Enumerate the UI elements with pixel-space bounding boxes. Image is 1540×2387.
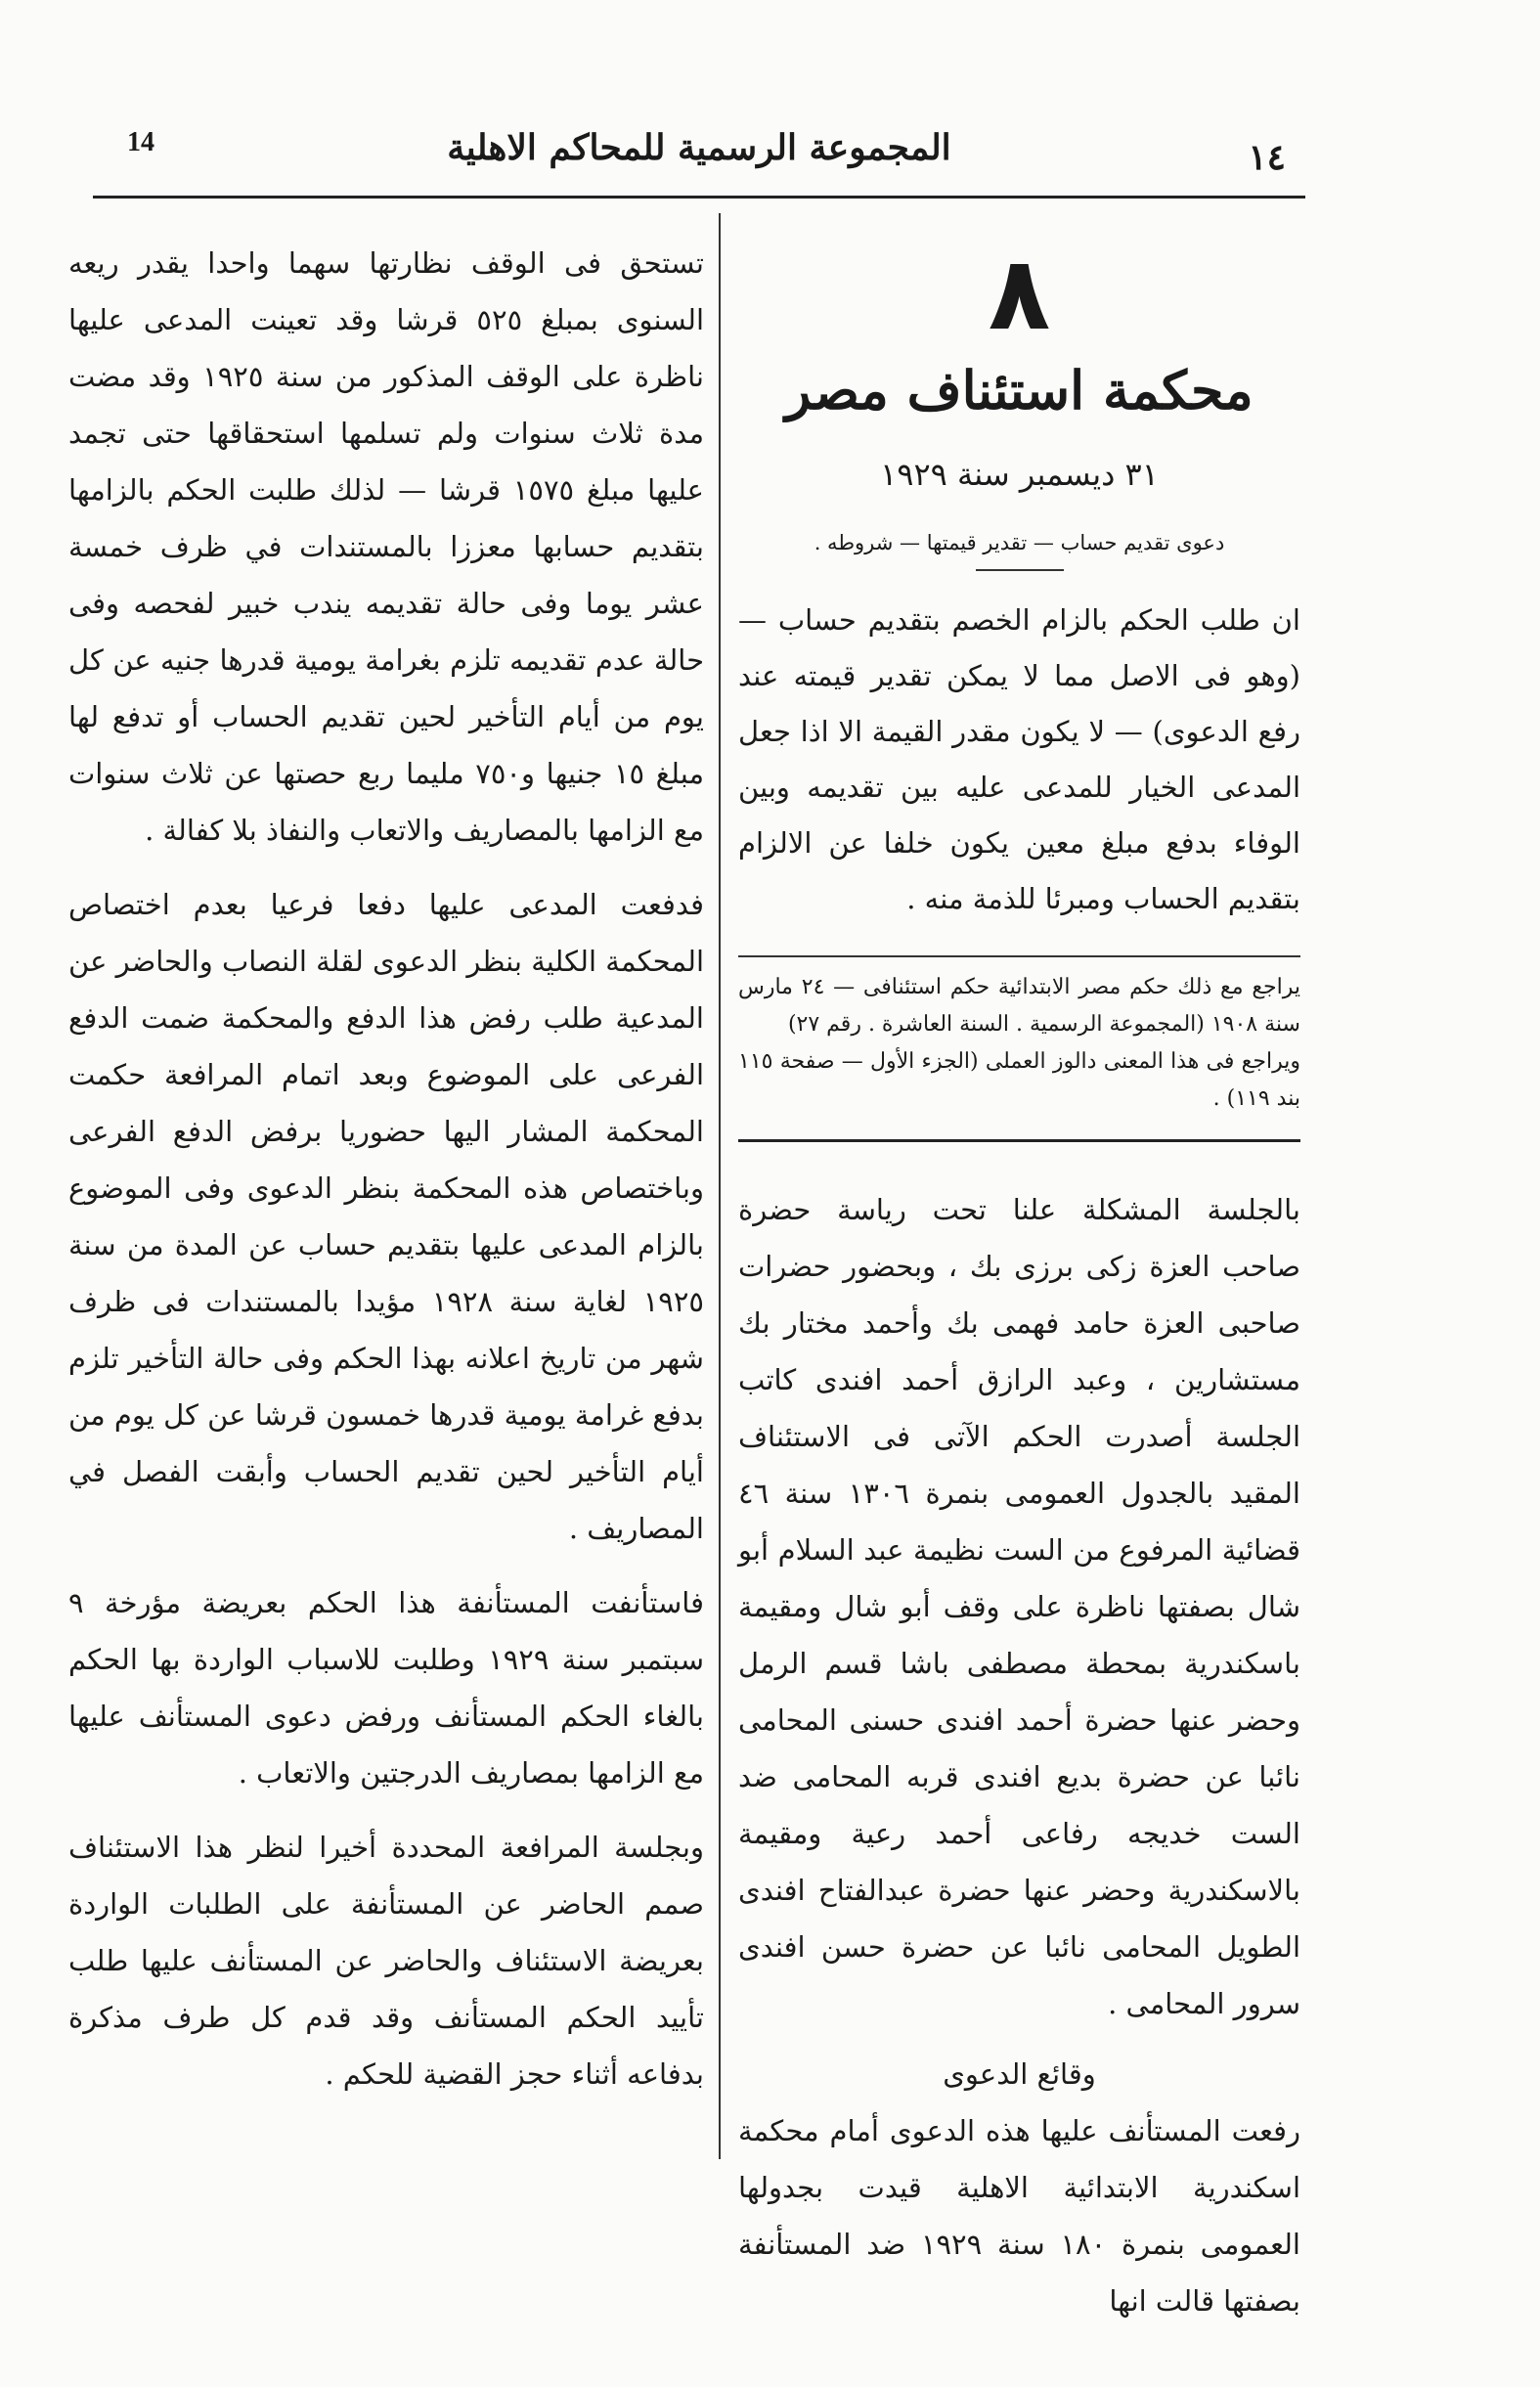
references: [738, 969, 1300, 1118]
facts-heading: وقائع الدعوى: [943, 2057, 1096, 2091]
body-paragraph: فاستأنفت المستأنفة هذا الحكم بعريضة مؤرخة ٩ سبتمبر سنة ١٩٢٩ وطلبت للاسباب الواردة بها الحكم بالغاء الحكم المستأنف ورفض دعوى المستأنف عليها مع الزامها بمصاريف الدرجتين والاتعاب .: [68, 1586, 705, 1790]
body-paragraph: تستحق فى الوقف نظارتها سهما واحدا يقدر ريعه السنوى بمبلغ ٥٢٥ قرشا وقد تعينت المدعى عليها ناظرة على الوقف المذكور من سنة ١٩٢٥ وقد مضت مدة ثلاث سنوات ولم تسلمها استحقاقها حتى تجمد عليها مبلغ ١٥٧٥ قرشا — لذلك طلبت الحكم بالزامها بتقديم حسابها معززا بالمستندات في ظرف خمسة عشر يوما وفى حالة تقديمه يندب خبير لفحصه وفى حالة عدم تقديمه تلزم بغرامة يومية قدرها جنيه عن كل يوم من أيام التأخير لحين تقديم الحساب أو تدفع لها مبلغ ١٥ جنيها و٧٥٠ مليما ربع حصتها عن ثلاث سنوات مع الزامها بالمصاريف والاتعاب والنفاذ بلا كفالة .: [68, 246, 704, 847]
bench-paragraph: بالجلسة المشكلة علنا تحت رياسة حضرة صاحب العزة زكى برزى بك ، وبحضور حضرات صاحبى العزة حامد فهمى بك وأحمد مختار بك مستشارين ، وعبد الرازق أحمد افندى كاتب الجلسة أصدرت الحكم الآتى فى الاستئناف المقيد بالجدول العمومى بنمرة ١٣٠٦ سنة ٤٦ قضائية المرفوع من الست نظيمة عبد السلام أبو شال بصفتها ناظرة على وقف أبو شال ومقيمة باسكندرية بمحطة مصطفى باشا قسم الرمل وحضر عنها حضرة أحمد افندى حسنى المحامى نائبا عن حضرة بديع افندى قربه المحامى ضد الست خديجه رفاعى أحمد رعية ومقيمة بالاسكندرية وحضر عنها حضرة عبدالفتاح افندى الطويل المحامى نائبا عن حضرة حسن افندى سرور المحامى .: [738, 1193, 1300, 2020]
facts-paragraph: رفعت المستأنف عليها هذه الدعوى أمام محكمة اسكندرية الابتدائية الاهلية قيدت بجدولها العمومى بنمرة ١٨٠ سنة ١٩٢٩ ضد المستأنفة بصفتها قالت انها: [738, 2114, 1300, 2318]
column-divider: [719, 213, 721, 2159]
section-rule-thick: [738, 1139, 1300, 1142]
body-paragraph: وبجلسة المرافعة المحددة أخيرا لنظر هذا الاستئناف صمم الحاضر عن المستأنفة على الطلبات الواردة بعريضة الاستئناف والحاضر عن المستأنف عليها طلب تأييد الحكم المستأنف وقد قدم كل طرف مذكرة بدفاعه أثناء حجز القضية للحكم .: [68, 1831, 704, 2091]
case-subject: دعوى تقديم حساب — تقدير قيمتها — شروطه .: [814, 531, 1225, 554]
body-paragraph: فدفعت المدعى عليها دفعا فرعيا بعدم اختصاص المحكمة الكلية بنظر الدعوى لقلة النصاب والحاضر عن المدعية طلب رفض هذا الدفع والمحكمة ضمت الدفع الفرعى على الموضوع وبعد اتمام المرافعة حكمت المحكمة المشار اليها حضوريا برفض الدفع الفرعى وباختصاص هذه المحكمة بنظر الدعوى وفى الموضوع بالزام المدعى عليها بتقديم حساب عن المدة من سنة ١٩٢٥ لغاية سنة ١٩٢٨ مؤيدا بالمستندات فى ظرف شهر من تاريخ اعلانه بهذا الحكم وفى حالة التأخير تلزم بدفع غرامة يومية قدرها خمسون قرشا عن كل يوم من أيام التأخير لحين تقديم الحساب وأبقت الفصل في المصاريف .: [68, 888, 704, 1545]
legal-principle: ان طلب الحكم بالزام الخصم بتقديم حساب — (وهو فى الاصل مما لا يمكن تقدير قيمته عند رفع الدعوى) — لا يكون مقدر القيمة الا اذا جعل المدعى الخيار للمدعى عليه بين تقديمه وبين الوفاء بدفع مبلغ معين يكون خلفا عن الالزام بتقديم الحساب ومبرئا للذمة منه .: [738, 603, 1300, 915]
case-number: ٨: [988, 234, 1051, 353]
page-number-latin: 14: [127, 127, 154, 157]
case-date: ٣١ ديسمبر سنة ١٩٢٩: [880, 456, 1159, 493]
reference-item: يراجع مع ذلك حكم مصر الابتدائية حكم استئنافى — ٢٤ مارس سنة ١٩٠٨ (المجموعة الرسمية . السنة العاشرة . رقم ٢٧): [738, 975, 1301, 1037]
page-number-arabic: ١٤: [1248, 137, 1286, 178]
left-column: [68, 235, 704, 2120]
page-header: [93, 127, 1305, 196]
header-rule: [93, 196, 1305, 199]
reference-item: ويراجع فى هذا المعنى دالوز العملى (الجزء الأول — صفحة ١١٥ بند ١١٩) .: [738, 1049, 1300, 1111]
section-rule: [738, 955, 1300, 957]
right-column: [738, 235, 1300, 2329]
short-rule: [976, 569, 1064, 571]
running-title: المجموعة الرسمية للمحاكم الاهلية: [447, 127, 951, 168]
court-name: محكمة استئناف مصر: [785, 359, 1254, 421]
